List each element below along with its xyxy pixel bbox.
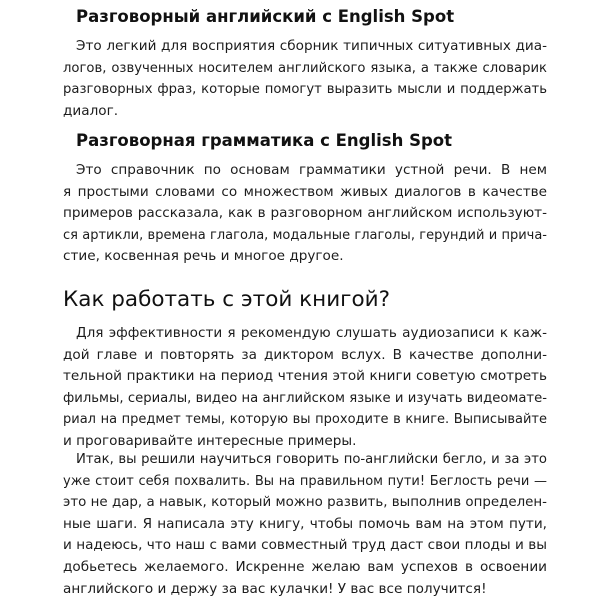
text-line: уже стоит себя похвалить. Вы на правильном пути! Беглость речи — [63, 473, 547, 489]
text-line: английского и держу за вас кулачки! У вас все получится! [63, 580, 487, 597]
text-line: и надеюсь, что наш с вами совместный труд даст свои плоды и вы [63, 537, 547, 554]
paragraph-spoken-grammar [63, 160, 547, 268]
section-heading-spoken-grammar: Разговорная грамматика с English Spot [76, 131, 453, 150]
text-line: диалог. [63, 102, 119, 119]
text-line: фильмы, сериалы, видео на английском языке и изучать видеомате- [63, 390, 547, 406]
text-line: добьетесь желаемого. Искренне желаю вам успехов в освоении [63, 558, 547, 575]
text-line: ся артикли, времена глагола, модальные глаголы, герундий и прича- [63, 227, 547, 243]
text-line: разговорных фраз, которые помогут выразить мысли и поддержать [63, 82, 547, 98]
text-line: примеров рассказала, как в разговорном английском используют- [63, 205, 547, 222]
text-line: ные шаги. Я написала эту книгу, чтобы помочь вам на этом пути, [63, 515, 547, 532]
text-line: это не дар, а навык, который можно развить, выполнив определен- [63, 495, 547, 511]
text-line: логов, озвученных носителем английского языка, а также словарик [63, 60, 547, 76]
text-line: стие, косвенная речь и многое другое. [63, 248, 344, 265]
text-line: и проговаривайте интересные примеры. [63, 432, 357, 449]
text-line: Для эффективности я рекомендую слушать аудиозаписи к каж- [76, 325, 547, 341]
text-line: дой главе и повторять за диктором вслух. В качестве дополни- [63, 346, 547, 363]
text-line: Это легкий для восприятия сборник типичных ситуативных диа- [76, 38, 547, 54]
paragraph-conclusion [63, 449, 547, 600]
paragraph-spoken-english [63, 36, 547, 122]
text-line: я простыми словами со множеством живых диалогов в качестве [63, 183, 547, 200]
section-heading-spoken-english: Разговорный английский с English Spot [76, 7, 455, 26]
section-heading-how-to-use: Как работать с этой книгой? [63, 287, 391, 312]
text-line: Это справочник по основам грамматики устной речи. В нем [76, 162, 547, 178]
text-line: риал на предмет темы, которую вы проходите в книге. Выписывайте [63, 412, 547, 428]
text-line: тельной практики на период чтения этой книги советую смотреть [63, 368, 547, 385]
paragraph-how-to-use [63, 323, 547, 453]
text-line: Итак, вы решили научиться говорить по-английски бегло, и за это [76, 452, 547, 467]
